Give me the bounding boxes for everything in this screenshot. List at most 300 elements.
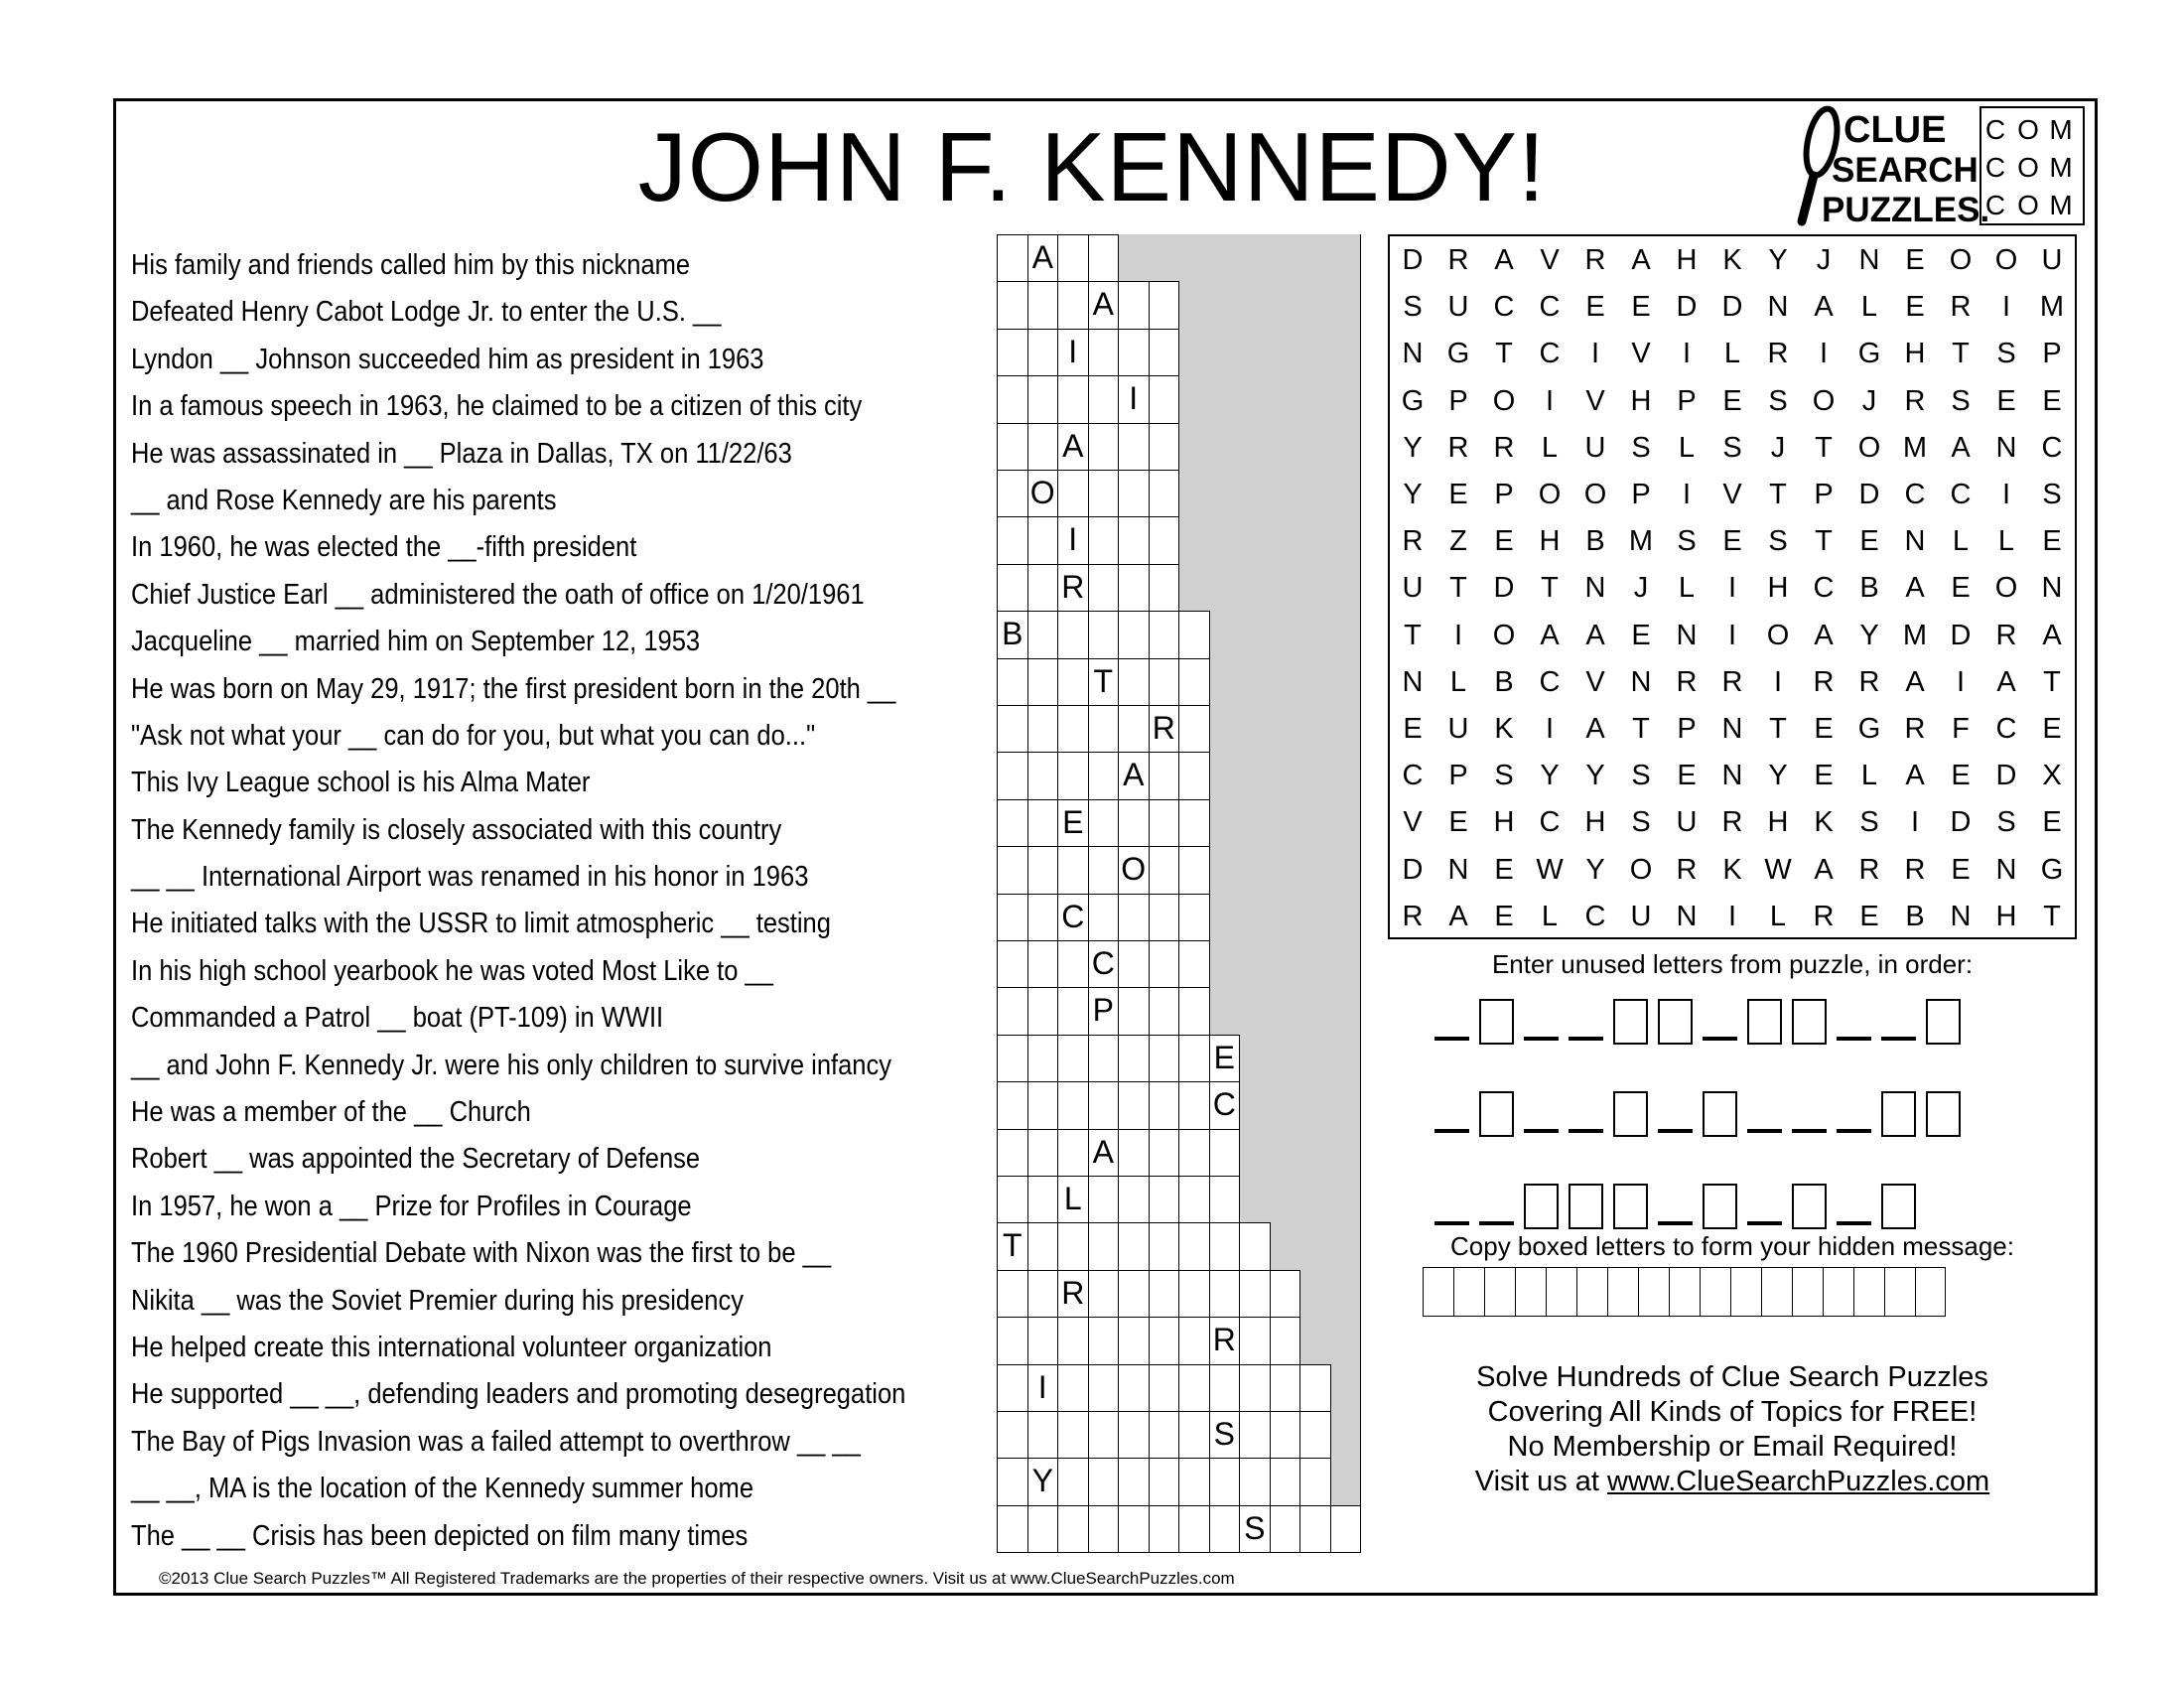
word-search-letter[interactable]: I	[2001, 291, 2011, 324]
answer-cell[interactable]	[997, 1411, 1028, 1459]
answer-cell[interactable]	[1027, 752, 1059, 799]
word-search-letter[interactable]: T	[1815, 431, 1833, 464]
word-search-letter[interactable]: A	[1814, 619, 1834, 651]
answer-cell[interactable]	[1149, 375, 1180, 423]
answer-cell[interactable]: P	[1088, 987, 1120, 1035]
answer-cell[interactable]	[997, 1129, 1028, 1177]
answer-cell[interactable]	[1088, 1364, 1120, 1412]
word-search-letter[interactable]: M	[1902, 431, 1928, 464]
word-search-letter[interactable]: E	[1905, 244, 1925, 277]
answer-cell[interactable]	[1149, 564, 1180, 612]
word-search-letter[interactable]: K	[1814, 806, 1834, 839]
answer-cell[interactable]	[1149, 329, 1180, 376]
answer-cell[interactable]	[1178, 1505, 1210, 1553]
word-search-letter[interactable]: R	[1676, 665, 1698, 698]
unused-letter-blank[interactable]	[1524, 1037, 1559, 1041]
word-search-letter[interactable]: I	[1910, 806, 1920, 839]
answer-cell[interactable]	[1118, 894, 1150, 941]
word-search-letter[interactable]: G	[1857, 712, 1881, 745]
answer-cell[interactable]	[1088, 470, 1120, 517]
word-search-letter[interactable]: O	[1812, 384, 1836, 417]
word-search-letter[interactable]: D	[1493, 572, 1515, 605]
word-search-letter[interactable]: H	[1676, 244, 1698, 277]
answer-cell[interactable]	[1178, 611, 1210, 658]
word-search-letter[interactable]: H	[1539, 525, 1561, 558]
word-search-letter[interactable]: A	[1585, 712, 1605, 745]
answer-cell[interactable]	[1027, 705, 1059, 753]
unused-letter-blank[interactable]	[1434, 1037, 1469, 1041]
answer-cell[interactable]	[1178, 1411, 1210, 1459]
word-search-letter[interactable]: R	[1447, 431, 1469, 464]
answer-cell[interactable]	[1149, 846, 1180, 894]
word-search-letter[interactable]: H	[1767, 806, 1789, 839]
answer-cell[interactable]	[1209, 1270, 1241, 1318]
word-search-letter[interactable]: B	[1859, 572, 1879, 605]
answer-cell[interactable]	[1088, 329, 1120, 376]
word-search-letter[interactable]: I	[1727, 572, 1737, 605]
answer-cell[interactable]	[1057, 1458, 1089, 1505]
answer-cell[interactable]	[997, 1081, 1028, 1129]
answer-cell[interactable]: E	[1057, 799, 1089, 847]
word-search-letter[interactable]: C	[1539, 338, 1561, 370]
answer-cell[interactable]	[997, 705, 1028, 753]
unused-letter-box[interactable]	[1479, 999, 1514, 1045]
word-search-letter[interactable]: O	[1538, 479, 1562, 511]
word-search-letter[interactable]: E	[1677, 760, 1697, 792]
answer-cell[interactable]	[1057, 1505, 1089, 1553]
word-search-letter[interactable]: Z	[1449, 525, 1467, 558]
word-search-letter[interactable]: O	[1492, 384, 1516, 417]
answer-cell[interactable]	[1118, 1317, 1150, 1364]
answer-cell[interactable]	[1088, 1035, 1120, 1082]
answer-cell[interactable]	[1178, 1270, 1210, 1318]
word-search-letter[interactable]: Y	[1768, 244, 1788, 277]
answer-cell[interactable]	[1027, 423, 1059, 471]
unused-letter-blank[interactable]	[1881, 1037, 1916, 1041]
word-search-letter[interactable]: N	[1630, 665, 1652, 698]
word-search-letter[interactable]: R	[1402, 900, 1424, 932]
answer-cell[interactable]	[1088, 611, 1120, 658]
unused-letter-blank[interactable]	[1747, 1221, 1782, 1225]
word-search-letter[interactable]: N	[1447, 853, 1469, 886]
word-search-letter[interactable]: E	[1448, 479, 1468, 511]
answer-cell[interactable]	[1027, 1317, 1059, 1364]
answer-cell[interactable]	[997, 564, 1028, 612]
word-search-letter[interactable]: R	[1904, 712, 1926, 745]
answer-cell[interactable]	[1057, 1317, 1089, 1364]
word-search-letter[interactable]: G	[1401, 384, 1425, 417]
answer-cell[interactable]	[1027, 987, 1059, 1035]
word-search-letter[interactable]: L	[1952, 525, 1970, 558]
answer-cell[interactable]	[1149, 894, 1180, 941]
answer-cell[interactable]	[1057, 1035, 1089, 1082]
answer-cell[interactable]	[997, 234, 1028, 282]
answer-cell[interactable]: R	[1057, 1270, 1089, 1318]
word-search-letter[interactable]: L	[1678, 431, 1696, 464]
word-search-letter[interactable]: W	[1536, 853, 1564, 886]
answer-cell[interactable]	[1088, 1458, 1120, 1505]
word-search-letter[interactable]: L	[1541, 900, 1559, 932]
word-search-letter[interactable]: Y	[1540, 760, 1560, 792]
unused-letter-blank[interactable]	[1569, 1129, 1603, 1133]
unused-letter-blank[interactable]	[1747, 1129, 1782, 1133]
answer-cell[interactable]	[1057, 470, 1089, 517]
word-search-letter[interactable]: E	[1722, 525, 1742, 558]
word-search-letter[interactable]: P	[1448, 760, 1468, 792]
answer-cell[interactable]	[1149, 1270, 1180, 1318]
answer-cell[interactable]	[997, 940, 1028, 988]
word-search-letter[interactable]: D	[1858, 479, 1880, 511]
answer-cell[interactable]	[1149, 1505, 1180, 1553]
answer-cell[interactable]	[1027, 1270, 1059, 1318]
answer-cell[interactable]	[1088, 564, 1120, 612]
answer-cell[interactable]	[1027, 658, 1059, 706]
answer-cell[interactable]	[1057, 1081, 1089, 1129]
word-search-letter[interactable]: S	[1768, 525, 1788, 558]
answer-cell[interactable]: A	[1118, 752, 1150, 799]
word-search-letter[interactable]: U	[1402, 572, 1424, 605]
answer-cell[interactable]	[1088, 1505, 1120, 1553]
unused-letter-blank[interactable]	[1792, 1129, 1827, 1133]
answer-cell[interactable]	[1149, 1458, 1180, 1505]
answer-cell[interactable]	[997, 281, 1028, 329]
answer-cell[interactable]	[1209, 1505, 1241, 1553]
word-search-letter[interactable]: B	[1905, 900, 1925, 932]
word-search-letter[interactable]: A	[1951, 431, 1971, 464]
answer-cell[interactable]	[1088, 894, 1120, 941]
answer-cell[interactable]	[1088, 705, 1120, 753]
answer-cell[interactable]	[1088, 846, 1120, 894]
answer-cell[interactable]	[1118, 423, 1150, 471]
answer-cell[interactable]	[997, 1364, 1028, 1412]
word-search-letter[interactable]: J	[1816, 244, 1832, 277]
unused-letter-blank[interactable]	[1837, 1129, 1871, 1133]
word-search-letter[interactable]: O	[1629, 853, 1653, 886]
word-search-letter[interactable]: A	[1540, 619, 1560, 651]
word-search-letter[interactable]: Y	[1859, 619, 1879, 651]
answer-cell[interactable]	[997, 423, 1028, 471]
word-search-letter[interactable]: T	[1952, 338, 1970, 370]
answer-cell[interactable]	[1027, 1505, 1059, 1553]
word-search-letter[interactable]: N	[1858, 244, 1880, 277]
answer-cell[interactable]: C	[1057, 894, 1089, 941]
answer-cell[interactable]	[1330, 1505, 1362, 1553]
word-search-letter[interactable]: E	[1448, 806, 1468, 839]
answer-cell[interactable]	[1239, 1411, 1271, 1459]
answer-cell[interactable]	[1118, 1129, 1150, 1177]
hidden-message-box[interactable]	[1453, 1267, 1484, 1317]
answer-cell[interactable]	[1178, 705, 1210, 753]
answer-cell[interactable]	[1178, 1035, 1210, 1082]
answer-cell[interactable]	[1027, 375, 1059, 423]
answer-cell[interactable]	[1118, 564, 1150, 612]
answer-cell[interactable]	[1209, 1458, 1241, 1505]
unused-letter-blank[interactable]	[1569, 1037, 1603, 1041]
word-search-letter[interactable]: S	[1768, 384, 1788, 417]
answer-cell[interactable]	[1118, 329, 1150, 376]
answer-cell[interactable]	[1178, 1317, 1210, 1364]
answer-cell[interactable]	[1209, 1364, 1241, 1412]
hidden-message-box[interactable]	[1853, 1267, 1884, 1317]
word-search-letter[interactable]: L	[1723, 338, 1741, 370]
word-search-letter[interactable]: R	[1813, 900, 1835, 932]
hidden-message-box[interactable]	[1792, 1267, 1823, 1317]
word-search-letter[interactable]: I	[1727, 619, 1737, 651]
word-search-letter[interactable]: U	[1447, 712, 1469, 745]
answer-cell[interactable]	[997, 516, 1028, 564]
answer-cell[interactable]	[1299, 1411, 1331, 1459]
answer-cell[interactable]: A	[1088, 281, 1120, 329]
hidden-message-box[interactable]	[1607, 1267, 1638, 1317]
word-search-letter[interactable]: V	[1722, 479, 1742, 511]
word-search-letter[interactable]: J	[1861, 384, 1877, 417]
word-search-letter[interactable]: F	[1952, 712, 1970, 745]
unused-letter-blank[interactable]	[1434, 1221, 1469, 1225]
word-search-letter[interactable]: R	[1858, 853, 1880, 886]
unused-letter-box[interactable]	[1569, 1184, 1603, 1229]
answer-cell[interactable]: R	[1209, 1317, 1241, 1364]
answer-cell[interactable]	[1178, 1364, 1210, 1412]
answer-cell[interactable]	[997, 894, 1028, 941]
word-search-letter[interactable]: N	[1402, 338, 1424, 370]
word-search-letter[interactable]: O	[1857, 431, 1881, 464]
answer-cell[interactable]: I	[1057, 329, 1089, 376]
word-search-letter[interactable]: R	[1676, 853, 1698, 886]
hidden-message-box[interactable]	[1515, 1267, 1546, 1317]
unused-letter-blank[interactable]	[1658, 1221, 1693, 1225]
word-search-letter[interactable]: L	[1997, 525, 2015, 558]
word-search-letter[interactable]: M	[1628, 525, 1654, 558]
word-search-letter[interactable]: C	[1584, 900, 1606, 932]
answer-cell[interactable]	[1027, 1411, 1059, 1459]
answer-cell[interactable]	[1088, 752, 1120, 799]
word-search-letter[interactable]: E	[1494, 525, 1514, 558]
word-search-letter[interactable]: A	[1814, 853, 1834, 886]
answer-cell[interactable]	[1178, 1081, 1210, 1129]
answer-cell[interactable]	[1149, 799, 1180, 847]
answer-cell[interactable]	[1027, 894, 1059, 941]
word-search-letter[interactable]: U	[2041, 244, 2063, 277]
answer-cell[interactable]	[1239, 1458, 1271, 1505]
answer-cell[interactable]	[1118, 1222, 1150, 1270]
answer-cell[interactable]	[1057, 281, 1089, 329]
unused-letter-blank[interactable]	[1837, 1037, 1871, 1041]
word-search-letter[interactable]: R	[1447, 244, 1469, 277]
word-search-letter[interactable]: L	[1541, 431, 1559, 464]
word-search-letter[interactable]: S	[1403, 291, 1423, 324]
answer-cell[interactable]	[1239, 1222, 1271, 1270]
answer-cell[interactable]	[1118, 1364, 1150, 1412]
answer-cell[interactable]	[1027, 1176, 1059, 1223]
word-search-letter[interactable]: O	[1766, 619, 1790, 651]
word-search-letter[interactable]: H	[1995, 900, 2017, 932]
answer-cell[interactable]	[1027, 329, 1059, 376]
word-search-letter[interactable]: N	[1721, 760, 1743, 792]
word-search-letter[interactable]: I	[1956, 665, 1966, 698]
word-search-letter[interactable]: G	[2040, 853, 2064, 886]
word-search-letter[interactable]: P	[1814, 479, 1834, 511]
unused-letter-box[interactable]	[1792, 999, 1827, 1045]
answer-cell[interactable]: C	[1209, 1081, 1241, 1129]
word-search-letter[interactable]: B	[1585, 525, 1605, 558]
word-search-letter[interactable]: G	[1446, 338, 1470, 370]
word-search-letter[interactable]: R	[1995, 619, 2017, 651]
unused-letter-box[interactable]	[1479, 1091, 1514, 1137]
answer-cell[interactable]	[1057, 375, 1089, 423]
word-search-letter[interactable]: D	[1950, 806, 1972, 839]
word-search-letter[interactable]: U	[1676, 806, 1698, 839]
word-search-letter[interactable]: C	[1402, 760, 1424, 792]
word-search-letter[interactable]: E	[1951, 572, 1971, 605]
word-search-letter[interactable]: S	[1859, 806, 1879, 839]
answer-cell[interactable]: I	[1118, 375, 1150, 423]
answer-cell[interactable]	[1088, 1222, 1120, 1270]
answer-cell[interactable]	[1057, 234, 1089, 282]
word-search-letter[interactable]: Y	[1585, 853, 1605, 886]
word-search-letter[interactable]: R	[1767, 338, 1789, 370]
word-search-letter[interactable]: T	[1769, 479, 1787, 511]
answer-cell[interactable]	[1118, 658, 1150, 706]
word-search-letter[interactable]: A	[2042, 619, 2062, 651]
answer-cell[interactable]	[997, 658, 1028, 706]
answer-cell[interactable]	[1027, 1222, 1059, 1270]
answer-cell[interactable]	[1057, 1411, 1089, 1459]
answer-cell[interactable]	[1270, 1458, 1301, 1505]
word-search-letter[interactable]: I	[1682, 479, 1692, 511]
word-search-letter[interactable]: A	[1814, 291, 1834, 324]
answer-cell[interactable]: E	[1209, 1035, 1241, 1082]
answer-cell[interactable]	[1178, 752, 1210, 799]
word-search-letter[interactable]: A	[1905, 572, 1925, 605]
answer-cell[interactable]	[1149, 940, 1180, 988]
answer-cell[interactable]	[1027, 940, 1059, 988]
answer-cell[interactable]	[1118, 1411, 1150, 1459]
word-search-letter[interactable]: K	[1722, 244, 1742, 277]
answer-cell[interactable]	[1088, 375, 1120, 423]
unused-letter-blank[interactable]	[1658, 1129, 1693, 1133]
word-search-letter[interactable]: Y	[1403, 479, 1423, 511]
answer-cell[interactable]	[1057, 987, 1089, 1035]
answer-cell[interactable]	[1088, 1411, 1120, 1459]
word-search-letter[interactable]: R	[1721, 806, 1743, 839]
answer-cell[interactable]	[1149, 470, 1180, 517]
word-search-letter[interactable]: T	[1769, 712, 1787, 745]
word-search-letter[interactable]: S	[1631, 760, 1651, 792]
answer-cell[interactable]	[1178, 799, 1210, 847]
hidden-message-box[interactable]	[1730, 1267, 1761, 1317]
word-search-letter[interactable]: U	[1630, 900, 1652, 932]
word-search-letter[interactable]: C	[1493, 291, 1515, 324]
word-search-letter[interactable]: T	[1815, 525, 1833, 558]
hidden-message-box[interactable]	[1884, 1267, 1915, 1317]
word-search-letter[interactable]: R	[1493, 431, 1515, 464]
answer-cell[interactable]	[1270, 1505, 1301, 1553]
answer-cell[interactable]	[1149, 281, 1180, 329]
word-search-letter[interactable]: P	[1494, 479, 1514, 511]
answer-cell[interactable]	[1178, 1458, 1210, 1505]
answer-cell[interactable]	[1057, 846, 1089, 894]
word-search-letter[interactable]: E	[1951, 760, 1971, 792]
answer-cell[interactable]	[1149, 1222, 1180, 1270]
answer-cell[interactable]: S	[1239, 1505, 1271, 1553]
word-search-letter[interactable]: A	[1905, 665, 1925, 698]
unused-letter-box[interactable]	[1881, 1091, 1916, 1137]
word-search-letter[interactable]: P	[2042, 338, 2062, 370]
answer-cell[interactable]	[1149, 1364, 1180, 1412]
word-search-letter[interactable]: S	[1722, 431, 1742, 464]
hidden-message-box[interactable]	[1823, 1267, 1853, 1317]
unused-letter-box[interactable]	[1926, 999, 1961, 1045]
word-search-letter[interactable]: G	[1857, 338, 1881, 370]
word-search-letter[interactable]: N	[1402, 665, 1424, 698]
word-search-letter[interactable]: P	[1677, 384, 1697, 417]
answer-cell[interactable]	[1270, 1364, 1301, 1412]
hidden-message-box[interactable]	[1669, 1267, 1700, 1317]
word-search-letter[interactable]: D	[1995, 760, 2017, 792]
answer-cell[interactable]	[1178, 894, 1210, 941]
answer-cell[interactable]	[997, 1270, 1028, 1318]
unused-letter-blank[interactable]	[1703, 1037, 1737, 1041]
word-search-letter[interactable]: T	[2043, 900, 2061, 932]
word-search-letter[interactable]: N	[1995, 853, 2017, 886]
hidden-message-box[interactable]	[1761, 1267, 1792, 1317]
word-search-letter[interactable]: I	[1545, 384, 1555, 417]
answer-cell[interactable]	[1027, 564, 1059, 612]
answer-cell[interactable]	[1088, 423, 1120, 471]
answer-cell[interactable]	[1027, 1035, 1059, 1082]
answer-cell[interactable]	[1118, 987, 1150, 1035]
word-search-letter[interactable]: D	[1676, 291, 1698, 324]
word-search-letter[interactable]: C	[1539, 665, 1561, 698]
answer-cell[interactable]	[1118, 1081, 1150, 1129]
answer-cell[interactable]	[1149, 752, 1180, 799]
word-search-letter[interactable]: S	[2042, 479, 2062, 511]
word-search-letter[interactable]: M	[2039, 291, 2065, 324]
answer-cell[interactable]	[1118, 1458, 1150, 1505]
word-search-letter[interactable]: E	[1859, 900, 1879, 932]
word-search-letter[interactable]: A	[1996, 665, 2016, 698]
answer-cell[interactable]	[1178, 658, 1210, 706]
answer-cell[interactable]: O	[1027, 470, 1059, 517]
word-search-letter[interactable]: H	[1904, 338, 1926, 370]
answer-cell[interactable]	[1057, 752, 1089, 799]
word-search-letter[interactable]: T	[1449, 572, 1467, 605]
word-search-letter[interactable]: Y	[1403, 431, 1423, 464]
word-search-letter[interactable]: I	[1453, 619, 1463, 651]
answer-cell[interactable]	[1270, 1270, 1301, 1318]
word-search-letter[interactable]: H	[1630, 384, 1652, 417]
hidden-message-box[interactable]	[1638, 1267, 1669, 1317]
answer-cell[interactable]	[1118, 1505, 1150, 1553]
word-search-letter[interactable]: O	[1949, 244, 1973, 277]
word-search-letter[interactable]: P	[1448, 384, 1468, 417]
word-search-letter[interactable]: U	[1447, 291, 1469, 324]
word-search-letter[interactable]: C	[1539, 806, 1561, 839]
answer-cell[interactable]	[1118, 705, 1150, 753]
word-search-letter[interactable]: R	[1721, 665, 1743, 698]
word-search-letter[interactable]: C	[1539, 291, 1561, 324]
unused-letter-box[interactable]	[1613, 1184, 1648, 1229]
word-search-letter[interactable]: I	[1727, 900, 1737, 932]
word-search-letter[interactable]: S	[1996, 806, 2016, 839]
word-search-letter[interactable]: E	[1494, 853, 1514, 886]
answer-cell[interactable]	[1178, 1176, 1210, 1223]
unused-letter-blank[interactable]	[1434, 1129, 1469, 1133]
word-search-letter[interactable]: A	[1905, 760, 1925, 792]
answer-cell[interactable]	[1027, 1129, 1059, 1177]
word-search-letter[interactable]: T	[1541, 572, 1559, 605]
word-search-letter[interactable]: D	[1950, 619, 1972, 651]
